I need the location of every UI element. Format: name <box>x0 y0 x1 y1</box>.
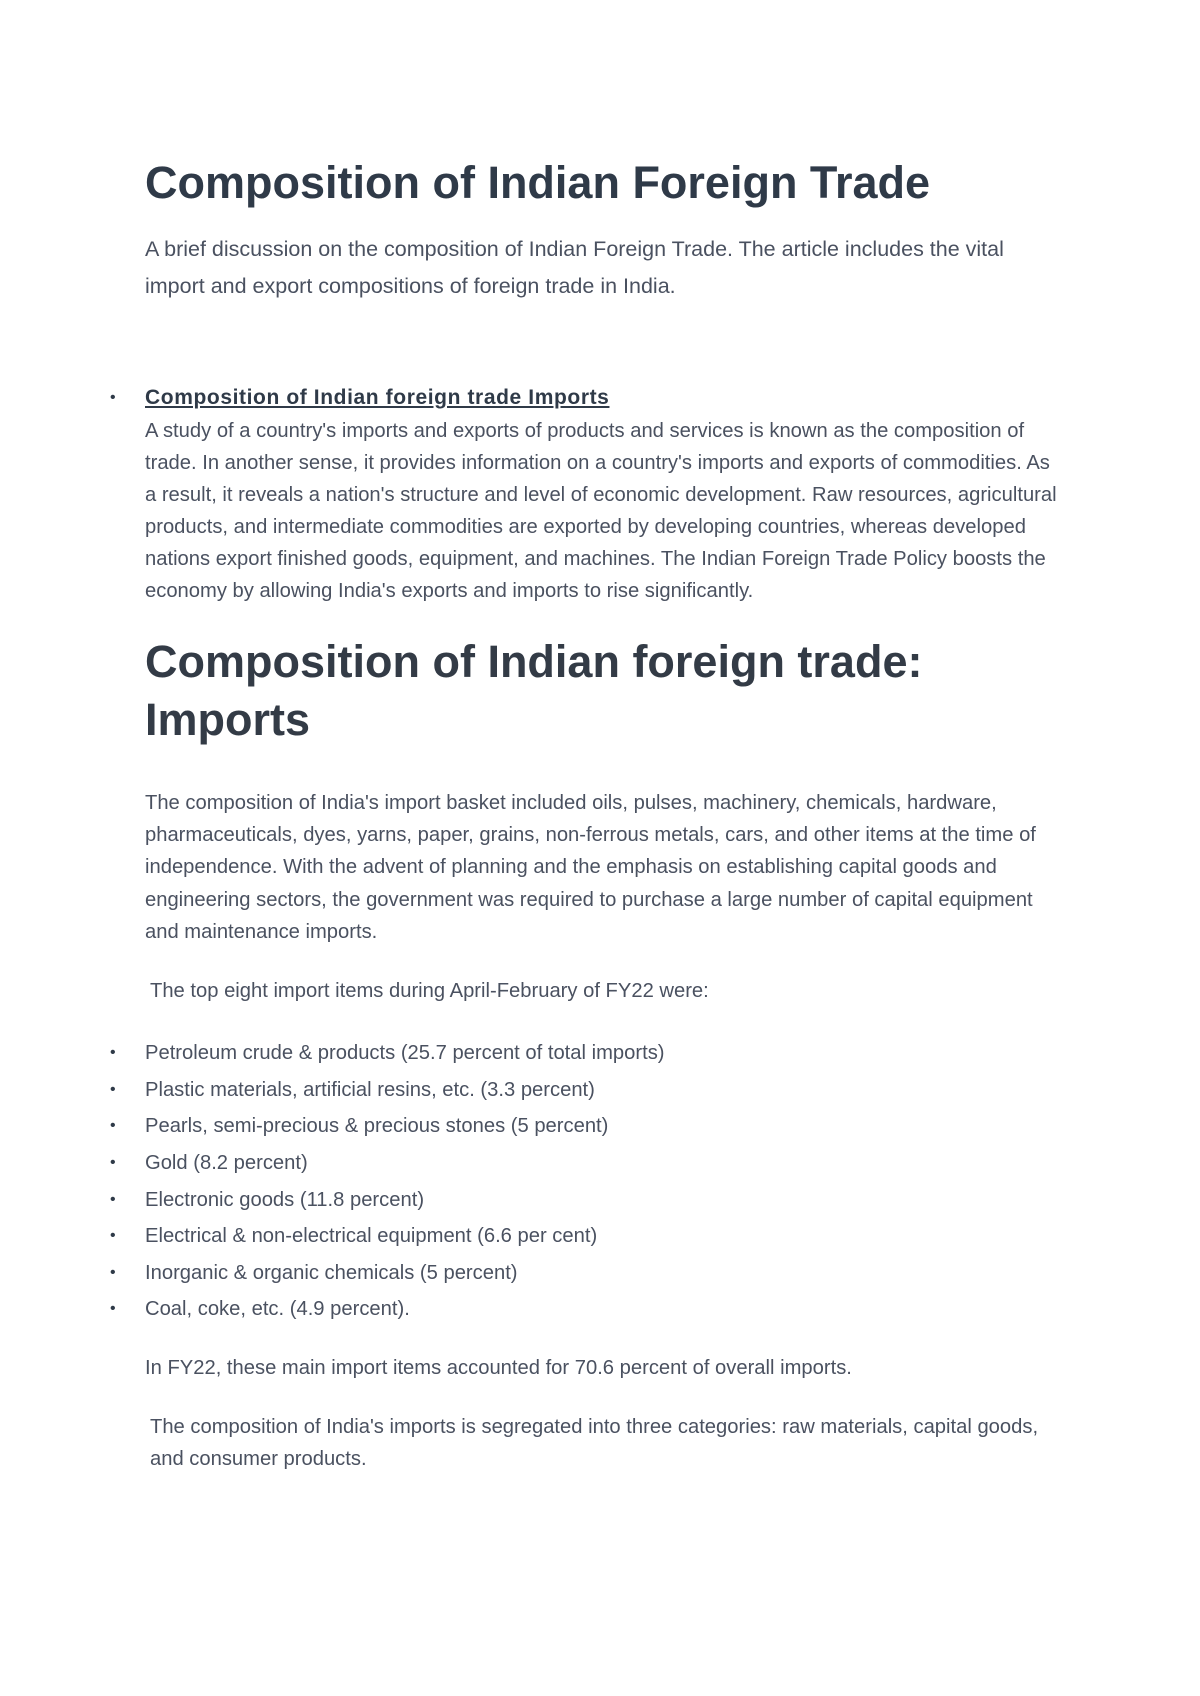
list-item <box>110 1291 1065 1328</box>
list-item-text: Electronic goods (11.8 percent) <box>145 1188 425 1211</box>
bullet-icon: • <box>110 1190 116 1208</box>
list-item-text: Coal, coke, etc. (4.9 percent). <box>145 1298 410 1321</box>
bullet-icon: • <box>110 1227 116 1245</box>
list-item <box>110 1182 1065 1219</box>
categories-paragraph: The composition of India's imports is segregated into three categories: raw materials, capital goods, and consumer products. <box>150 1416 1039 1471</box>
bullet-icon: • <box>110 1154 116 1171</box>
page-title: Composition of Indian Foreign Trade <box>145 157 930 208</box>
list-item <box>110 1218 1065 1255</box>
list-item-text: Petroleum crude & products (25.7 percent of total imports) <box>145 1042 665 1065</box>
page-subtitle: A brief discussion on the composition of Indian Foreign Trade. The article includes the vital import and export compositions of foreign trade in India. <box>145 237 1004 298</box>
bullet-icon: • <box>110 1044 116 1062</box>
list-item-text: Electrical & non-electrical equipment (6.6 per cent) <box>145 1225 598 1248</box>
toc-list <box>110 383 1065 607</box>
list-intro-paragraph: The top eight import items during April-February of FY22 were: <box>150 980 709 1003</box>
document-content <box>110 155 1065 1476</box>
list-item-text: Plastic materials, artificial resins, etc. (3.3 percent) <box>145 1078 595 1101</box>
bullet-icon: • <box>110 1300 116 1318</box>
list-item <box>110 1035 1065 1072</box>
list-item <box>110 1108 1065 1145</box>
section-intro-paragraph: The composition of India's import basket included oils, pulses, machinery, chemicals, hardware, pharmaceuticals, dyes, yarns, paper, grains, non-ferrous metals, cars, and other items at the time of independence. With the advent of planning and the emphasis on establishing capital goods and engineering sectors, the government was required to purchase a large number of capital equipment and maintenance imports. <box>145 792 1036 943</box>
import-items-list <box>110 1035 1065 1328</box>
bullet-icon: • <box>110 1263 116 1281</box>
list-item <box>110 1072 1065 1109</box>
list-item <box>110 1145 1065 1182</box>
bullet-icon: • <box>110 1080 116 1098</box>
list-item-text: Pearls, semi-precious & precious stones (5 percent) <box>145 1115 609 1138</box>
list-item <box>110 1255 1065 1292</box>
toc-item-description: A study of a country's imports and exports of products and services is known as the composition of trade. In another sense, it provides information on a country's imports and exports of commodities. As a result, it reveals a nation's structure and level of economic development. Raw resources, agricultural products, and intermediate commodities are exported by developing countries, whereas developed nations export finished goods, equipment, and machines. The Indian Foreign Trade Policy boosts the economy by allowing India's exports and imports to rise significantly. <box>145 420 1057 602</box>
list-item-text: Gold (8.2 percent) <box>145 1152 308 1174</box>
bullet-icon: • <box>110 1117 116 1135</box>
list-item-text: Inorganic & organic chemicals (5 percent) <box>145 1261 518 1284</box>
toc-item <box>110 383 1065 607</box>
bullet-icon: • <box>110 389 116 406</box>
summary-paragraph: In FY22, these main import items accounted for 70.6 percent of overall imports. <box>145 1356 852 1379</box>
section-heading: Composition of Indian foreign trade: Imports <box>145 636 923 745</box>
toc-link-imports[interactable]: Composition of Indian foreign trade Imports <box>145 386 610 409</box>
